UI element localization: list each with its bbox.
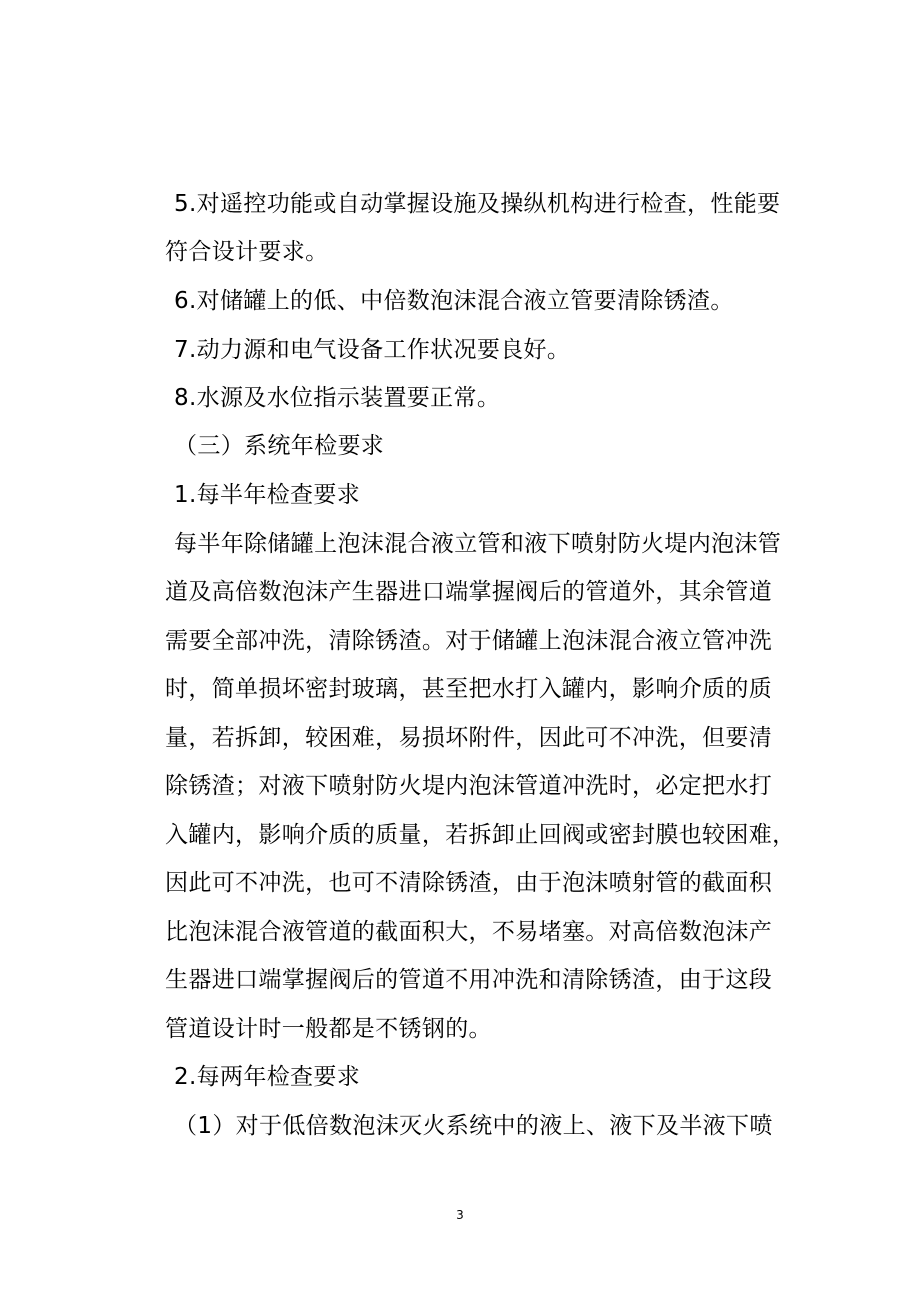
text-line-item5: 5.对遥控功能或自动掌握设施及操纵机构进行检查，性能要 — [174, 191, 781, 217]
text-line-item7: 7.动力源和电气设备工作状况要良好。 — [174, 337, 571, 363]
text-line-item5-cont: 符合设计要求。 — [165, 239, 329, 265]
paragraph-line: 时，简单损坏密封玻璃，甚至把水打入罐内，影响介质的质 — [165, 676, 773, 702]
paragraph-line: 入罐内，影响介质的质量，若拆卸止回阀或密封膜也较困难， — [165, 822, 796, 848]
page-number: 3 — [456, 1208, 464, 1222]
paragraph-line: 道及高倍数泡沫产生器进口端掌握阀后的管道外，其余管道 — [165, 579, 773, 605]
paragraph-line: 生器进口端掌握阀后的管道不用冲洗和清除锈渣，由于这段 — [165, 967, 773, 993]
paragraph-line: 比泡沫混合液管道的截面积大，不易堵塞。对高倍数泡沫产 — [165, 919, 773, 945]
subheading-two-year: 2.每两年检查要求 — [174, 1064, 361, 1090]
text-line-item6: 6.对储罐上的低、中倍数泡沫混合液立管要清除锈渣。 — [174, 288, 734, 314]
paragraph-line: 需要全部冲洗，清除锈渣。对于储罐上泡沫混合液立管冲洗 — [165, 628, 773, 654]
paragraph-line: 每半年除储罐上泡沫混合液立管和液下喷射防火堤内泡沫管 — [174, 531, 782, 557]
section-heading: （三）系统年检要求 — [174, 433, 385, 459]
subheading-half-year: 1.每半年检查要求 — [174, 482, 361, 508]
paragraph-line: 因此可不冲洗，也可不清除锈渣，由于泡沫喷射管的截面积 — [165, 870, 773, 896]
text-line-item-1: （1）对于低倍数泡沫灭火系统中的液上、液下及半液下喷 — [174, 1113, 773, 1139]
text-line-item8: 8.水源及水位指示装置要正常。 — [174, 385, 501, 411]
paragraph-line: 除锈渣；对液下喷射防火堤内泡沫管道冲洗时，必定把水打 — [165, 773, 773, 799]
paragraph-line: 管道设计时一般都是不锈钢的。 — [165, 1016, 492, 1042]
paragraph-line: 量，若拆卸，较困难，易损坏附件，因此可不冲洗，但要清 — [165, 725, 773, 751]
